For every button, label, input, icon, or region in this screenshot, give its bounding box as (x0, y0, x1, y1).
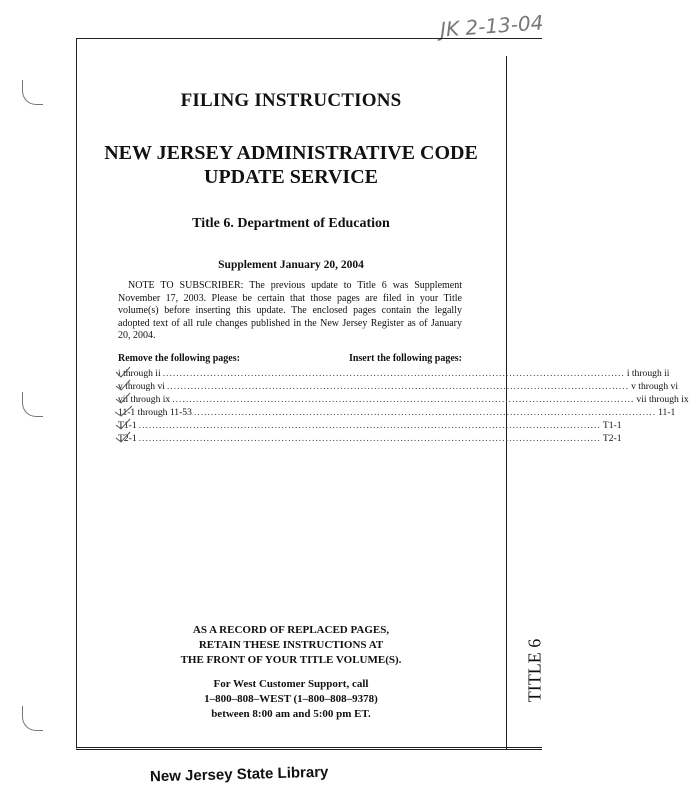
leader-dots: ........................................................................................................................................ (172, 394, 635, 405)
insert-pages: T2-1 (602, 433, 622, 444)
support-line: For West Customer Support, call (213, 678, 369, 690)
heading-line-2: UPDATE SERVICE (204, 166, 378, 188)
remove-pages: v through vi (118, 381, 165, 392)
document-title: FILING INSTRUCTIONS (180, 90, 402, 111)
table-row (118, 420, 622, 432)
record-line: RETAIN THESE INSTRUCTIONS AT (198, 639, 384, 651)
table-row (118, 394, 689, 406)
hole-punch-mark (22, 706, 43, 731)
record-line: THE FRONT OF YOUR TITLE VOLUME(S). (180, 654, 402, 666)
remove-pages: 11-1 through 11-53 (118, 407, 192, 418)
remove-pages: i through ii (118, 368, 161, 379)
subtitle: Title 6. Department of Education (192, 216, 390, 231)
handwritten-initials-stamp: JK 2-13-04 (439, 10, 545, 42)
heading-line-1: NEW JERSEY ADMINISTRATIVE CODE (104, 142, 478, 164)
insert-pages: 11-1 (658, 407, 676, 418)
leader-dots: ........................................................................................................................................ (138, 420, 601, 431)
table-row (118, 368, 670, 380)
note-text: NOTE TO SUBSCRIBER: The previous update to Title 6 was Supplement November 17, 2003. Please be certain that those pages are filed in your Title volume(s) before inserting this update. The enclosed pages contain the legally adopted text of all rule changes published in the New Jersey Register as of January 20, 2004. (118, 280, 462, 342)
library-stamp: New Jersey State Library (149, 763, 329, 786)
remove-pages: T2-1 (118, 433, 137, 444)
table-row (118, 407, 676, 419)
remove-pages: vii through ix (118, 394, 171, 405)
pages-table-header (118, 353, 462, 364)
table-row (118, 381, 678, 393)
note-to-subscriber (118, 280, 462, 343)
leader-dots: ........................................................................................................................................ (138, 433, 601, 444)
remove-pages: T1-1 (118, 420, 137, 431)
leader-dots: ........................................................................................................................................ (166, 381, 630, 392)
hole-punch-mark (22, 392, 43, 417)
support-line: between 8:00 am and 5:00 pm ET. (211, 708, 371, 720)
supplement-date: Supplement January 20, 2004 (218, 259, 364, 271)
record-line: AS A RECORD OF REPLACED PAGES, (192, 624, 390, 636)
support-line: 1–800–808–WEST (1–800–808–9378) (204, 693, 378, 705)
table-row (118, 433, 622, 445)
side-title-tab: TITLE 6 (524, 638, 545, 703)
hole-punch-mark (22, 80, 43, 105)
insert-pages: i through ii (626, 368, 670, 379)
remove-header: Remove the following pages: (118, 353, 240, 364)
record-instructions (76, 623, 506, 668)
leader-dots: ........................................................................................................................................ (193, 407, 657, 418)
insert-pages: v through vi (631, 381, 678, 392)
handwritten-checkmarks (112, 364, 134, 446)
support-info (76, 677, 506, 722)
insert-header: Insert the following pages: (348, 353, 462, 364)
leader-dots: ........................................................................................................................................ (162, 368, 625, 379)
insert-pages: vii through ix (636, 394, 689, 405)
insert-pages: T1-1 (602, 420, 622, 431)
